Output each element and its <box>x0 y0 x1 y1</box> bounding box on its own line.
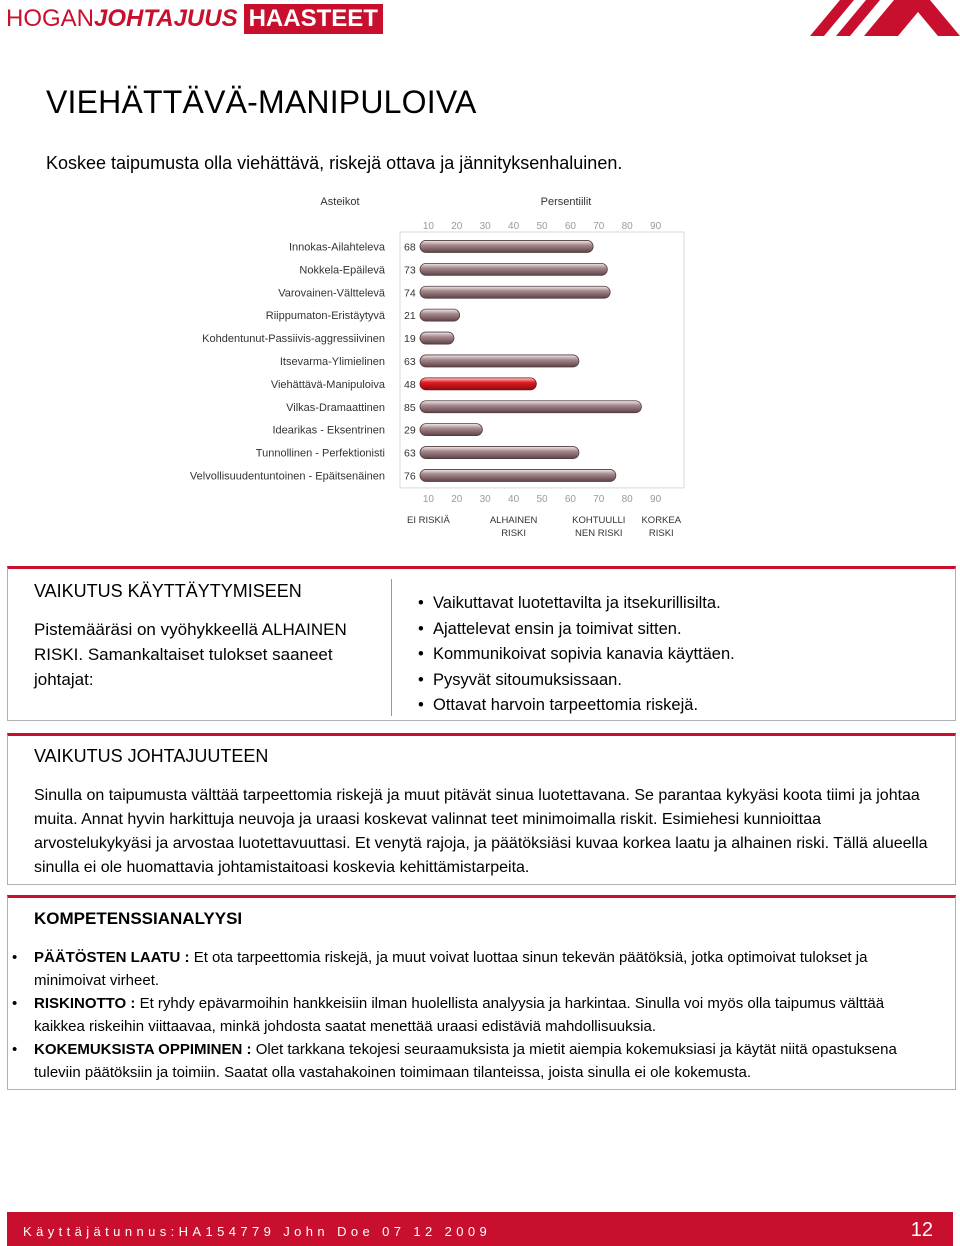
scale-value: 63 <box>404 355 416 368</box>
section-divider <box>391 579 392 716</box>
scale-value: 63 <box>404 447 416 460</box>
risk-zone-label: RISKI <box>648 527 674 536</box>
scale-label: Vilkas-Dramaattinen <box>286 401 385 414</box>
tick-label-bottom: 60 <box>564 493 576 505</box>
tick-label-bottom: 90 <box>650 493 662 505</box>
competence-label: KOKEMUKSISTA OPPIMINEN : <box>34 1041 252 1058</box>
competence-heading: KOMPETENSSIANALYYSI <box>34 909 243 928</box>
leadership-heading: VAIKUTUS JOHTAJUUTEEN <box>34 746 269 766</box>
scale-label: Velvollisuudentuntoinen - Epäitsenäinen <box>189 470 385 483</box>
scale-label: Riippumaton-Eristäytyvä <box>265 310 385 323</box>
behavior-impact-section <box>7 566 956 721</box>
scale-label: Tunnollinen - Perfektionisti <box>255 447 385 460</box>
scale-value: 85 <box>404 401 416 414</box>
list-item <box>12 1038 939 1084</box>
scale-label: Innokas-Ailahteleva <box>288 241 385 254</box>
scale-label: Viehättävä-Manipuloiva <box>270 378 385 391</box>
tick-label-bottom: 10 <box>422 493 434 505</box>
scale-label: Kohdentunut-Passiivis-aggressiivinen <box>202 333 385 346</box>
competence-text: Et ota tarpeettomia riskejä, ja muut voivat luottaa sinun tekevän päätöksiä, jotka optimoivat tulokset ja minimoivat virheet. <box>34 949 868 989</box>
risk-zone-label: RISKI <box>501 527 527 536</box>
tick-label-top: 40 <box>508 221 520 232</box>
risk-zone-label: NEN RISKI <box>575 527 623 536</box>
page-subtitle: Koskee taipumusta olla viehättävä, riskejä ottava ja jännityksenhaluinen. <box>46 153 623 173</box>
chart-bar <box>420 309 460 321</box>
page-title: VIEHÄTTÄVÄ-MANIPULOIVA <box>46 84 477 120</box>
scale-label: Itsevarma-Ylimielinen <box>279 355 385 368</box>
scale-value: 76 <box>404 470 416 483</box>
scale-label: Idearikas - Eksentrinen <box>272 424 385 437</box>
brand-logo <box>6 4 383 34</box>
competence-text: Olet tarkkana tekojesi seuraamuksista ja mietit aiempia kokemuksiasi ja käytät niitä opastuksena tuleviin päätöksiin ja toimiin. Saatat olla vastahakoinen toimimaan tilanteissa, joista sinulla ei ole kokemusta. <box>34 1041 897 1081</box>
page-number: 12 <box>910 1219 933 1241</box>
column-header-scales: Asteikot <box>320 196 360 208</box>
chart-bar <box>420 332 454 344</box>
scale-value: 19 <box>404 333 416 346</box>
competence-list <box>12 946 939 1084</box>
decorative-stripes-icon <box>810 0 960 36</box>
chart-bar <box>420 355 579 367</box>
scale-value: 68 <box>404 241 416 254</box>
tick-label-top: 70 <box>593 221 605 232</box>
column-header-percentiles: Persentiilit <box>540 196 592 208</box>
risk-zone-label: KOHTUULLI <box>572 514 626 526</box>
scale-value: 48 <box>404 378 416 391</box>
list-item: • Pysyvät sitoumuksissaan. <box>418 668 735 694</box>
list-item: • Ajattelevat ensin ja toimivat sitten. <box>418 617 735 643</box>
tick-label-top: 50 <box>536 221 548 232</box>
tick-label-top: 60 <box>564 221 576 232</box>
scale-label: Varovainen-Välttelevä <box>278 287 385 300</box>
competence-label: RISKINOTTO : <box>34 995 136 1012</box>
scale-label: Nokkela-Epäilevä <box>299 264 385 277</box>
tick-label-bottom: 40 <box>508 493 520 505</box>
behavior-list <box>418 591 735 719</box>
list-item <box>12 946 939 992</box>
tick-label-top: 90 <box>650 221 662 232</box>
tick-label-bottom: 30 <box>479 493 491 505</box>
list-item: • Ottavat harvoin tarpeettomia riskejä. <box>418 693 735 719</box>
list-item: • Kommunikoivat sopivia kanavia käyttäen. <box>418 642 735 668</box>
chart-bar <box>420 469 616 481</box>
bullet-icon: • <box>12 949 18 966</box>
scale-value: 29 <box>404 424 416 437</box>
tick-label-top: 20 <box>451 221 463 232</box>
scale-value: 21 <box>404 310 416 323</box>
scale-value: 73 <box>404 264 416 277</box>
tick-label-bottom: 80 <box>621 493 633 505</box>
behavior-heading: VAIKUTUS KÄYTTÄYTYMISEEN <box>34 581 302 601</box>
tick-label-bottom: 20 <box>451 493 463 505</box>
scale-value: 74 <box>404 287 416 300</box>
brand-part-1: HOGAN <box>6 5 95 32</box>
chart-bar <box>420 447 579 459</box>
list-item: • Vaikuttavat luotettavilta ja itsekurillisilta. <box>418 591 735 617</box>
brand-part-3: HAASTEET <box>244 4 383 34</box>
competence-label: PÄÄTÖSTEN LAATU : <box>34 949 190 966</box>
leadership-impact-section <box>7 733 956 885</box>
risk-zone-label: EI RISKIÄ <box>407 514 450 526</box>
page-footer <box>7 1212 953 1246</box>
percentile-chart <box>0 186 960 536</box>
chart-bar <box>420 240 593 252</box>
bullet-icon: • <box>12 1041 18 1058</box>
chart-bar <box>420 263 607 275</box>
list-item <box>12 992 939 1038</box>
chart-bar <box>420 286 610 298</box>
risk-zone-label: ALHAINEN <box>489 514 538 526</box>
tick-label-bottom: 50 <box>536 493 548 505</box>
tick-label-top: 80 <box>621 221 633 232</box>
tick-label-bottom: 70 <box>593 493 605 505</box>
brand-part-2: JOHTAJUUS <box>94 5 238 32</box>
behavior-description: Pistemääräsi on vyöhykkeellä ALHAINEN RISKI. Samankaltaiset tulokset saaneet johtajat: <box>34 620 347 689</box>
bullet-icon: • <box>12 995 18 1012</box>
chart-bar <box>420 401 641 413</box>
competence-analysis-section <box>7 895 956 1090</box>
competence-text: Et ryhdy epävarmoihin hankkeisiin ilman huolellista analyysia ja harkintaa. Sinulla voi myös olla taipumus välttää kaikkea riskeihin viittaavaa, minkä johdosta saatat menettää uraasi edistäviä mahdollisuuksia. <box>34 995 885 1035</box>
chart-bar <box>420 424 482 436</box>
user-id-text: Käyttäjätunnus:HA154779 John Doe 07 12 2009 <box>23 1224 492 1239</box>
risk-zone-label: KORKEA <box>641 514 682 526</box>
tick-label-top: 30 <box>479 221 491 232</box>
tick-label-top: 10 <box>422 221 434 232</box>
chart-bar <box>420 378 536 390</box>
leadership-text: Sinulla on taipumusta välttää tarpeettomia riskejä ja muut pitävät sinua luotettavana. Se parantaa kykyäsi koota tiimi ja johtaa muita. Annat hyvin harkittuja neuvoja ja uraasi koskevat valinnat teet minimoimalla riskit. Esimiehesi kunnioittaa arvostelukykyäsi ja arvostaa luotettavuuttasi. Et venytä rajoja, ja päätöksiäsi kuvaa korkea laatu ja alhainen riski. Tällä alueella sinulla ei ole huomattavia johtamistaitoasi koskevia kehittämistarpeita. <box>34 787 928 876</box>
